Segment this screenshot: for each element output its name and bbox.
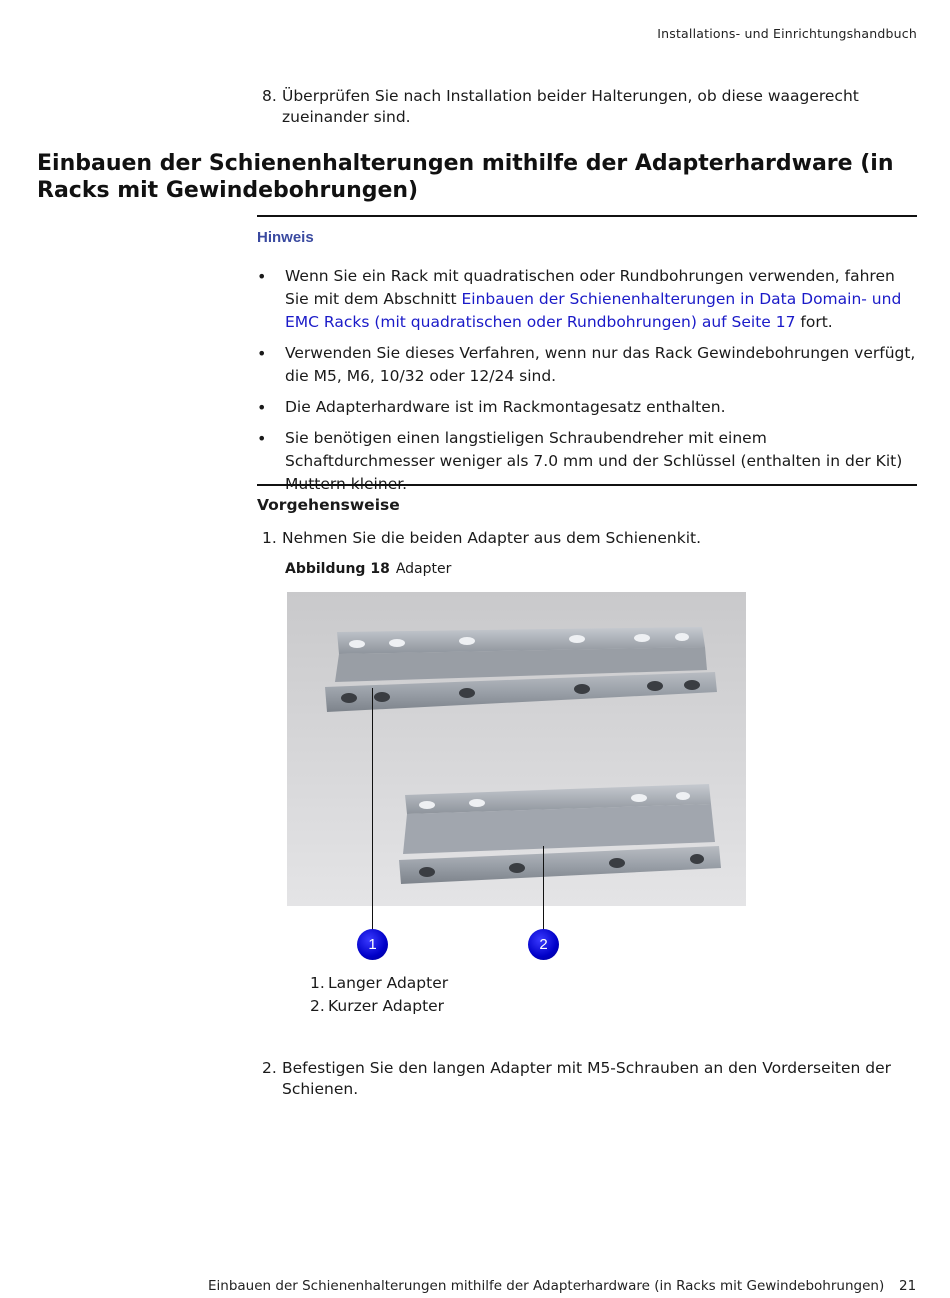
step-text: Nehmen Sie die beiden Adapter aus dem Schienenkit. [282, 529, 702, 547]
callout-leader-line [543, 846, 544, 932]
bullet-text: Verwenden Sie dieses Verfahren, wenn nur das Rack Gewindebohrungen verfügt, die M5, M6, 10/32 oder 12/24 sind. [285, 344, 916, 385]
note-heading: Hinweis [257, 229, 314, 246]
legend-number: 1. [310, 974, 325, 992]
note-top-rule [257, 215, 917, 217]
bullet-icon: • [257, 398, 267, 417]
legend-text: Langer Adapter [328, 974, 449, 992]
cross-reference-link[interactable]: Einbauen der Schienenhalterungen in Data Domain- und EMC Racks (mit quadratischen oder Rundbohrungen) auf Seite 17 [285, 290, 902, 331]
page-number: 21 [899, 1278, 917, 1294]
bullet-text: Die Adapterhardware ist im Rackmontagesatz enthalten. [285, 398, 726, 416]
legend-number: 2. [310, 997, 325, 1015]
figure-number: Abbildung 18 [285, 561, 390, 577]
running-header: Installations- und Einrichtungshandbuch [657, 26, 917, 41]
note-bullet [257, 396, 917, 419]
running-footer: Einbauen der Schienenhalterungen mithilfe der Adapterhardware (in Racks mit Gewindebohrungen) [208, 1278, 885, 1294]
step-text: Befestigen Sie den langen Adapter mit M5-Schrauben an den Vorderseiten der Schienen. [282, 1059, 892, 1098]
legend-text: Kurzer Adapter [328, 997, 445, 1015]
step-text: Überprüfen Sie nach Installation beider Halterungen, ob diese waagerecht zueinander sind. [282, 87, 859, 126]
step-number: 1. [262, 529, 277, 547]
step-number: 2. [262, 1059, 277, 1077]
callout-leader-line [372, 688, 373, 932]
bullet-icon: • [257, 267, 267, 286]
figure-caption: Adapter [395, 561, 452, 577]
bullet-text: Wenn Sie ein Rack mit quadratischen oder Rundbohrungen verwenden, fahren Sie mit dem Abschnitt [285, 267, 895, 308]
callout-1-badge: 1 [357, 929, 388, 960]
legend-item [310, 972, 448, 995]
step-1 [262, 528, 922, 549]
step-number: 8. [262, 87, 277, 105]
note-bullet [257, 342, 917, 388]
note-bullet-list [257, 265, 917, 504]
note-bottom-rule [257, 484, 917, 486]
legend-item [310, 995, 448, 1018]
bullet-icon: • [257, 344, 267, 363]
step-2 [262, 1058, 922, 1100]
bullet-icon: • [257, 429, 267, 448]
section-title: Einbauen der Schienenhalterungen mithilfe der Adapterhardware (in Racks mit Gewindebohrungen) [37, 151, 894, 203]
step-8 [262, 86, 922, 128]
callout-2-badge: 2 [528, 929, 559, 960]
adapter-photo [287, 592, 746, 906]
bullet-text: Sie benötigen einen langstieligen Schraubendreher mit einem Schaftdurchmesser weniger als 7.0 mm und der Schlüssel (enthalten in der Kit) Muttern kleiner. [285, 429, 903, 493]
procedure-heading: Vorgehensweise [257, 496, 400, 514]
figure-legend [310, 972, 448, 1018]
figure-label [285, 561, 451, 577]
note-bullet [257, 265, 917, 334]
short-adapter [399, 784, 721, 884]
bullet-text: fort. [795, 313, 833, 331]
